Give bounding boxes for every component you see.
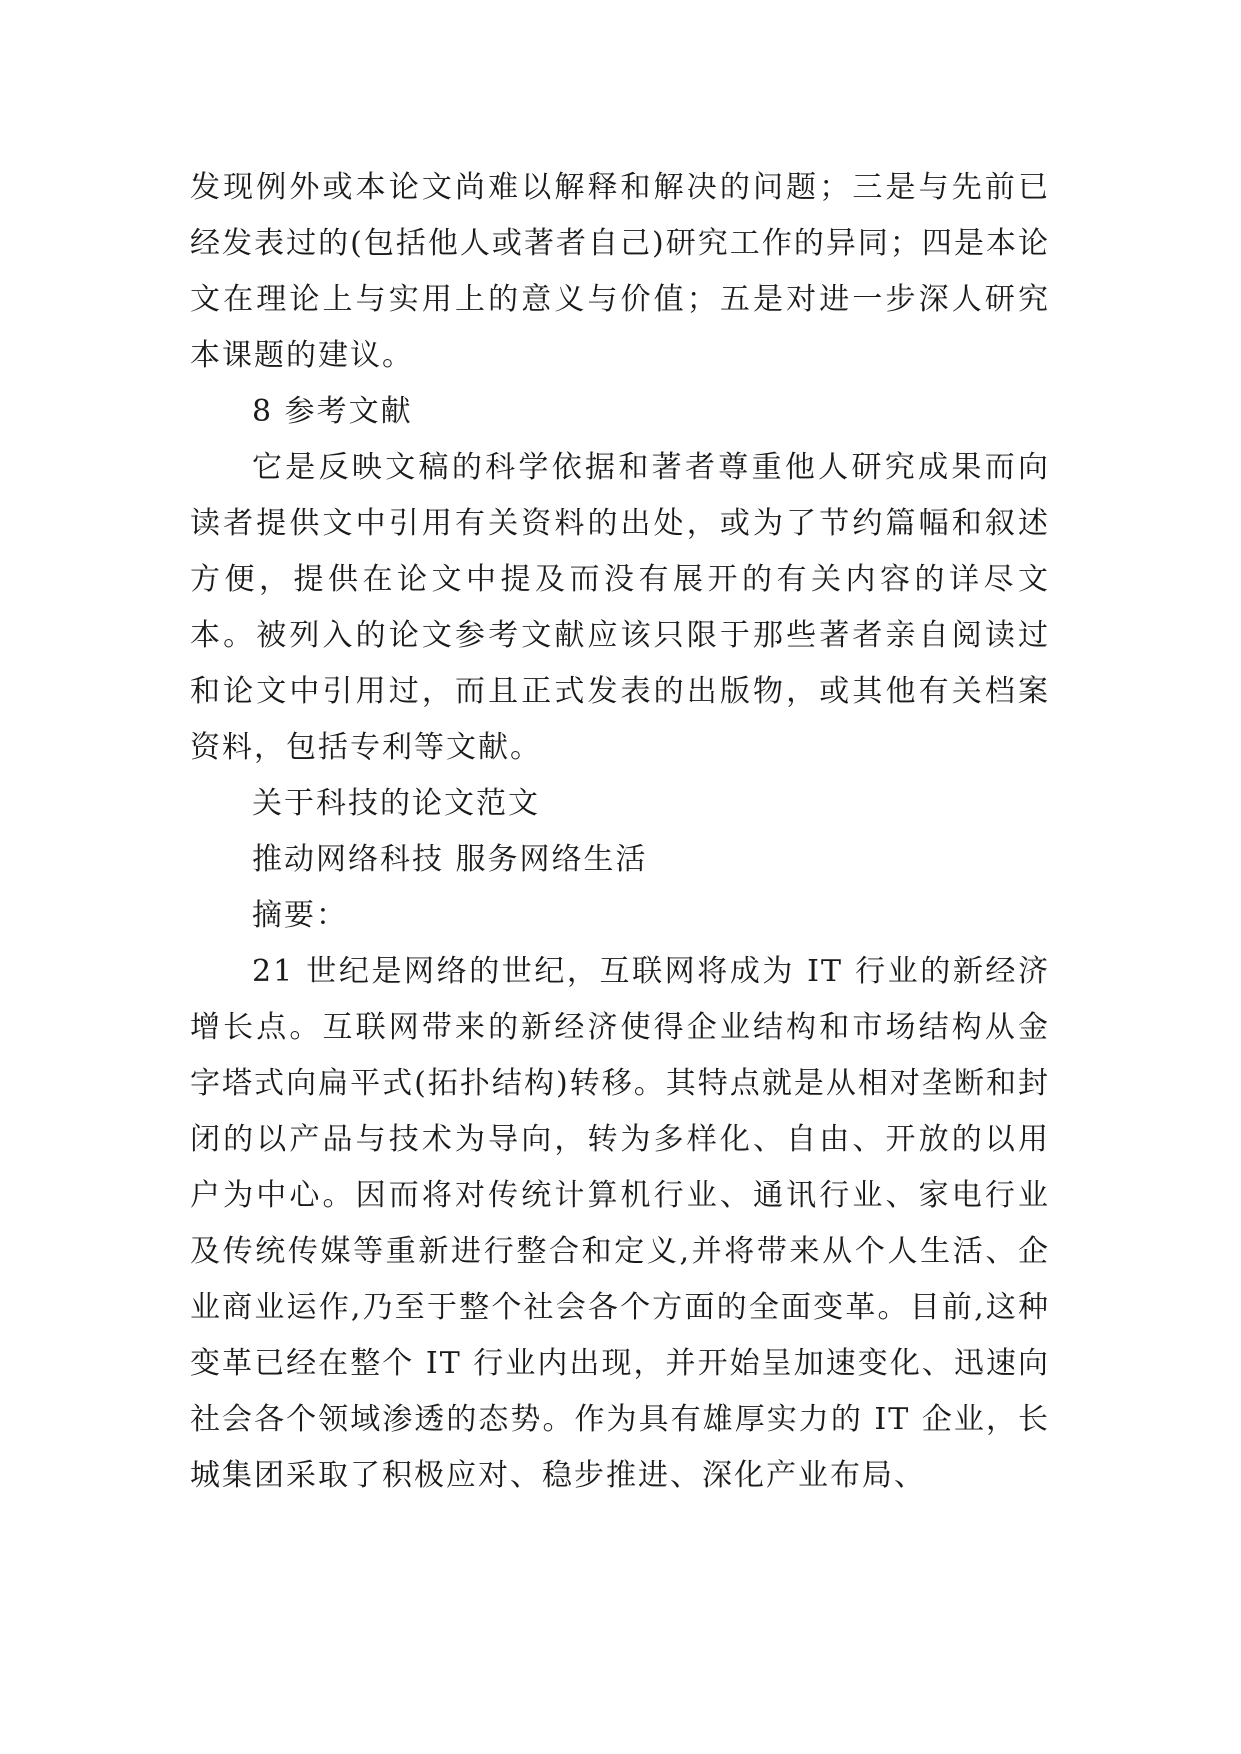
- paragraph-references: 它是反映文稿的科学依据和著者尊重他人研究成果而向读者提供文中引用有关资料的出处，或为了节约篇幅和叙述方便，提供在论文中提及而没有展开的有关内容的详尽文本。被列入的论文参考文献应该只限于那些著者亲自阅读过和论文中引用过，而且正式发表的出版物，或其他有关档案资料，包括专利等文献。: [190, 450, 1050, 765]
- document-body: [190, 160, 1050, 1504]
- paragraph-abstract: 21 世纪是网络的世纪，互联网将成为 IT 行业的新经济增长点。互联网带来的新经济使得企业结构和市场结构从金字塔式向扁平式(拓扑结构)转移。其特点就是从相对垄断和封闭的以产品与技术为导向，转为多样化、自由、开放的以用户为中心。因而将对传统计算机行业、通讯行业、家电行业及传统传媒等重新进行整合和定义,并将带来从个人生活、企业商业运作,乃至于整个社会各个方面的全面变革。目前,这种变革已经在整个 IT 行业内出现，并开始呈加速变化、迅速向社会各个领域渗透的态势。作为具有雄厚实力的 IT 企业，长城集团采取了积极应对、稳步推进、深化产业布局、: [190, 954, 1050, 1493]
- abstract-label: 摘要：: [252, 898, 348, 933]
- section-heading-sample-paper: 关于科技的论文范文: [252, 786, 540, 821]
- paragraph-conclusion-continued: 发现例外或本论文尚难以解释和解决的问题；三是与先前已经发表过的(包括他人或著者自己)研究工作的异同；四是本论文在理论上与实用上的意义与价值；五是对进一步深人研究本课题的建议。: [190, 170, 1050, 373]
- paper-title: 推动网络科技 服务网络生活: [252, 842, 648, 877]
- section-heading-references: 8 参考文献: [252, 394, 413, 429]
